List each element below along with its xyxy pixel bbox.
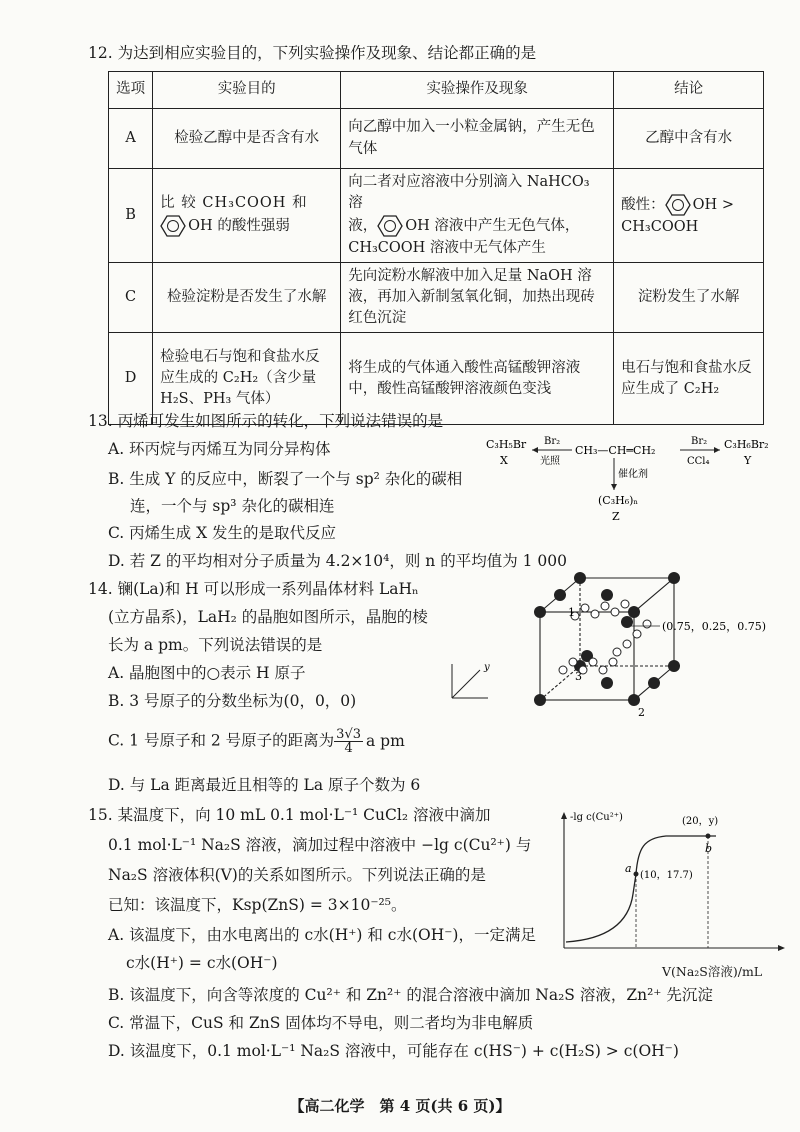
op-line-2a: 液， <box>348 218 378 235</box>
atom-label-2: 2 <box>638 706 645 719</box>
q13-option-c: C. 丙烯生成 X 发生的是取代反应 <box>108 524 337 542</box>
op-line-2 <box>348 214 606 238</box>
coord-label: (0.75，0.25，0.75) <box>662 620 767 633</box>
q14-crystal-cell-figure <box>440 572 785 720</box>
q14-stem-line3: 长为 a pm。下列说法错误的是 <box>108 636 323 654</box>
table-header-row <box>109 72 764 109</box>
scheme-z-formula: (C₃H₆)ₙ <box>598 494 639 507</box>
titration-curve <box>566 836 716 942</box>
op-line-3: CH₃COOH 溶液中无气体产生 <box>348 240 546 257</box>
fraction <box>334 728 363 755</box>
header-aim: 实验目的 <box>153 72 341 109</box>
page-footer: 【高二化学 第 4 页(共 6 页)】 <box>289 1097 511 1115</box>
row-conclusion: 电石与饱和食盐水反应生成了 C₂H₂ <box>614 333 764 425</box>
row-aim: 检验电石与饱和食盐水反应生成的 C₂H₂（含少量 H₂S、PH₃ 气体） <box>153 333 341 425</box>
row-conclusion: 淀粉发生了水解 <box>614 263 764 333</box>
aim-line-1: 比 较 CH₃COOH 和 <box>160 195 308 212</box>
q15-option-a-line1: A. 该温度下，由水电离出的 c水(H⁺) 和 c水(OH⁻)，一定满足 <box>108 926 536 944</box>
scheme-arrow1-reagent: Br₂ <box>544 436 561 447</box>
arrowhead-right-icon <box>714 447 720 453</box>
scheme-x-formula: C₃H₅Br <box>486 438 527 451</box>
point-b-label: b <box>705 842 713 855</box>
atom-label-3: 3 <box>575 670 582 683</box>
q13-option-b-line2: 连，一个与 sp³ 杂化的碳相连 <box>130 497 335 515</box>
phenyl-ring-icon <box>665 193 693 217</box>
q15-stem-line4: 已知：该温度下，Ksp(ZnS) = 3×10⁻²⁵。 <box>108 896 407 914</box>
x-axis-arrow-icon <box>778 945 785 951</box>
row-conclusion <box>614 169 764 263</box>
q14-option-a: A. 晶胞图中的○表示 H 原子 <box>108 664 306 682</box>
q13-reaction-scheme <box>484 432 780 524</box>
scheme-x-label: X <box>500 454 508 467</box>
fraction-numerator: 3√3 <box>336 727 361 742</box>
header-operation: 实验操作及现象 <box>341 72 614 109</box>
row-operation: 向乙醇中加入一小粒金属钠，产生无色气体 <box>341 109 614 169</box>
axis-icon <box>452 664 488 698</box>
scheme-arrow2-reagent: Br₂ <box>691 436 708 447</box>
point-b <box>706 834 711 839</box>
q13-option-a: A. 环丙烷与丙烯互为同分异构体 <box>108 440 331 458</box>
q14-option-c-unit: a pm <box>366 731 405 750</box>
con-line-2: CH₃COOH <box>621 219 699 236</box>
atom-label-1: 1 <box>568 606 575 619</box>
phenyl-ring-icon <box>377 214 405 238</box>
scheme-arrow1-condition: 光照 <box>540 456 560 467</box>
q14-option-b: B. 3 号原子的分数坐标为(0，0，0) <box>108 692 357 710</box>
table-row <box>109 169 764 263</box>
q15-option-b: B. 该温度下，向含等浓度的 Cu²⁺ 和 Zn²⁺ 的混合溶液中滴加 Na₂S 溶液，Zn²⁺ 先沉淀 <box>108 986 713 1004</box>
q12-table <box>108 71 764 425</box>
scheme-catalyst: 催化剂 <box>618 469 648 480</box>
scheme-propene: CH₃—CH═CH₂ <box>575 444 656 457</box>
arrowhead-left-icon <box>532 447 538 453</box>
q15-stem-line3: Na₂S 溶液体积(V)的关系如图所示。下列说法正确的是 <box>108 866 486 884</box>
scheme-arrow2-condition: CCl₄ <box>687 456 710 467</box>
row-aim: 检验淀粉是否发生了水解 <box>153 263 341 333</box>
q15-stem-line1: 15. 某温度下，向 10 mL 0.1 mol·L⁻¹ CuCl₂ 溶液中滴加 <box>88 806 491 824</box>
q14-stem-line2: (立方晶系)，LaH₂ 的晶胞如图所示，晶胞的棱 <box>108 608 428 626</box>
con-line-1a: 酸性： <box>621 197 665 214</box>
row-operation: 将生成的气体通入酸性高锰酸钾溶液中，酸性高锰酸钾溶液颜色变浅 <box>341 333 614 425</box>
arrowhead-down-icon <box>611 484 617 490</box>
header-option: 选项 <box>109 72 153 109</box>
row-option: B <box>109 169 153 263</box>
row-option: D <box>109 333 153 425</box>
chart-x-label: V(Na₂S溶液)/mL <box>662 964 763 979</box>
q13-option-b-line1: B. 生成 Y 的反应中，断裂了一个与 sp² 杂化的碳相 <box>108 470 463 488</box>
table-row <box>109 333 764 425</box>
phenyl-ring-icon <box>160 214 188 238</box>
row-aim: 检验乙醇中是否含有水 <box>153 109 341 169</box>
q14-stem-line1: 14. 镧(La)和 H 可以形成一系列晶体材料 LaHₙ <box>88 580 419 598</box>
q14-option-c-text: C. 1 号原子和 2 号原子的距离为 <box>108 731 335 750</box>
q14-option-c <box>108 728 405 755</box>
op-line-1: 向二者对应溶液中分别滴入 NaHCO₃ 溶 <box>348 174 590 212</box>
point-a-coords: (10，17.7) <box>640 870 693 881</box>
row-option: A <box>109 109 153 169</box>
row-operation: 先向淀粉水解液中加入足量 NaOH 溶液，再加入新制氢氧化铜，加热出现砖红色沉淀 <box>341 263 614 333</box>
point-a-label: a <box>625 862 632 875</box>
aim-line-2 <box>160 214 333 238</box>
q15-option-c: C. 常温下，CuS 和 ZnS 固体均不导电，则二者均为非电解质 <box>108 1014 534 1032</box>
scheme-y-label: Y <box>744 454 752 467</box>
q15-stem-line2: 0.1 mol·L⁻¹ Na₂S 溶液，滴加过程中溶液中 −lg c(Cu²⁺) 与 <box>108 836 532 854</box>
point-b-coords: (20，y) <box>682 816 719 827</box>
row-operation <box>341 169 614 263</box>
op-line-2b: OH 溶液中产生无色气体， <box>405 218 580 235</box>
point-a <box>634 872 639 877</box>
q14-option-d: D. 与 La 距离最近且相等的 La 原子个数为 6 <box>108 776 421 794</box>
q15-titration-chart <box>556 808 786 960</box>
chart-y-label: -lg c(Cu²⁺) <box>570 812 623 823</box>
con-line-1 <box>621 193 756 217</box>
scheme-z-label: Z <box>612 510 620 523</box>
q12-stem: 12. 为达到相应实验目的，下列实验操作及现象、结论都正确的是 <box>88 44 537 62</box>
q13-option-d: D. 若 Z 的平均相对分子质量为 4.2×10⁴，则 n 的平均值为 1 000 <box>108 552 567 570</box>
row-conclusion: 乙醇中含有水 <box>614 109 764 169</box>
aim-line-2-text: OH 的酸性强弱 <box>188 218 290 235</box>
con-line-1b: OH > <box>692 197 734 214</box>
row-option: C <box>109 263 153 333</box>
table-row <box>109 109 764 169</box>
q15-option-a-line2: c水(H⁺) = c水(OH⁻) <box>126 954 278 972</box>
q15-option-d: D. 该温度下，0.1 mol·L⁻¹ Na₂S 溶液中，可能存在 c(HS⁻) + c(H₂S) > c(OH⁻) <box>108 1042 679 1060</box>
fraction-denominator: 4 <box>344 741 353 756</box>
table-row <box>109 263 764 333</box>
axis-y-label: y <box>484 662 490 673</box>
header-conclusion: 结论 <box>614 72 764 109</box>
q13-stem: 13. 丙烯可发生如图所示的转化，下列说法错误的是 <box>88 412 444 430</box>
scheme-y-formula: C₃H₆Br₂ <box>724 438 769 451</box>
y-axis-arrow-icon <box>561 812 567 819</box>
row-aim <box>153 169 341 263</box>
